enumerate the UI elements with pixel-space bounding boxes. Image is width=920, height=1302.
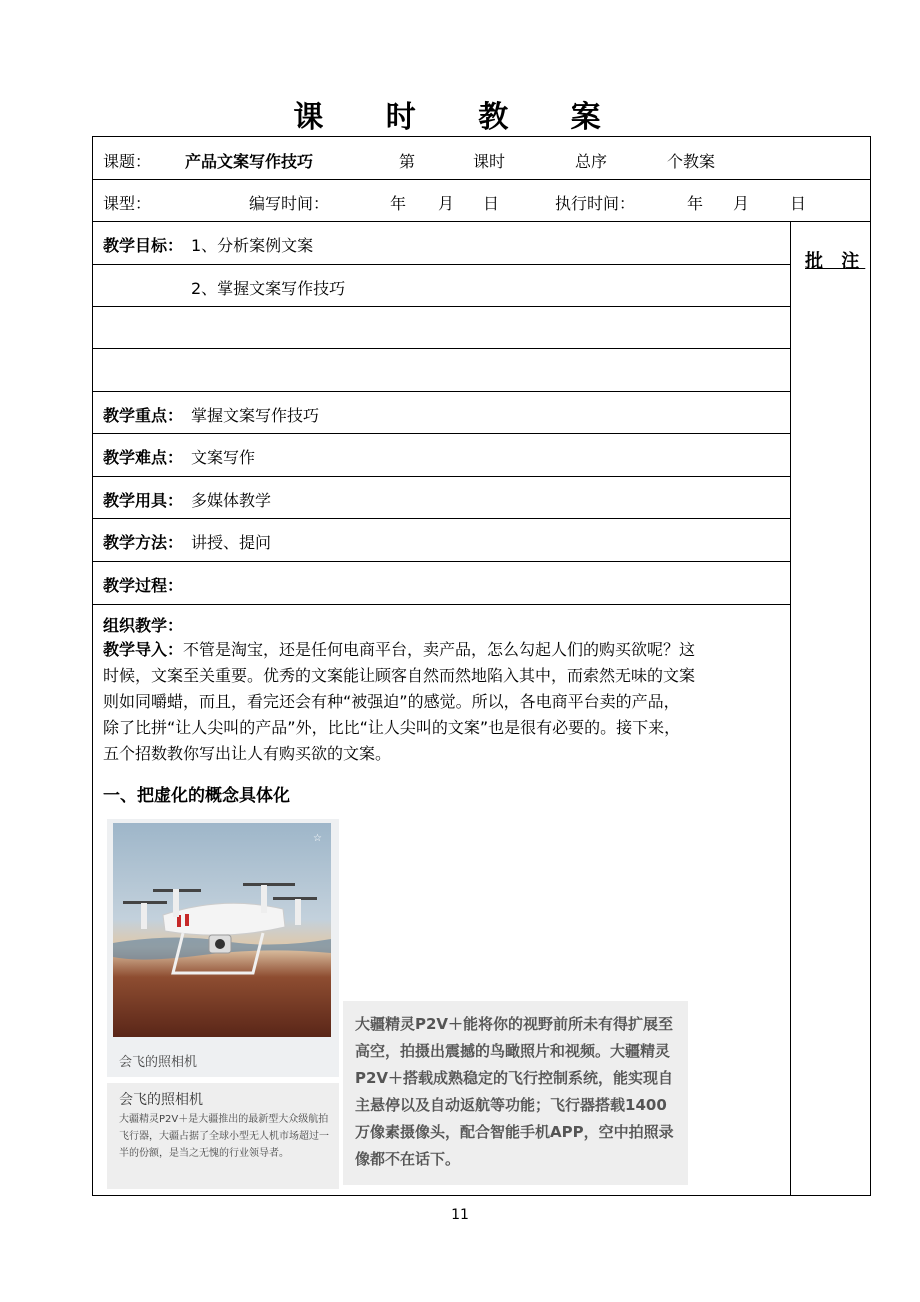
intro-line: 五个招数教你写出让人有购买欲的文案。 <box>103 744 392 763</box>
drone-image <box>113 823 331 1037</box>
page-title: 课 时 教 案 <box>293 100 627 135</box>
card-title: 会飞的照相机 <box>119 1092 203 1108</box>
drone-photo <box>107 819 339 1077</box>
page-number: 11 <box>451 1207 469 1223</box>
intro-line: 教学导入：不管是淘宝，还是任何电商平台，卖产品，怎么勾起人们的购买欲呢？这 <box>103 640 696 659</box>
exec-month: 月 <box>733 194 750 213</box>
lesson-gejiaoan: 个教案 <box>667 152 716 171</box>
process-row <box>93 562 791 605</box>
copy-example-box <box>343 1001 688 1185</box>
exec-time-label: 执行时间： <box>555 194 636 213</box>
org-teaching-label: 组织教学： <box>103 616 184 635</box>
goals-row-2 <box>93 265 791 307</box>
lesson-di: 第 <box>399 152 416 171</box>
goals-row <box>93 222 791 265</box>
photo-caption: 会飞的照相机 <box>119 1055 198 1070</box>
key-point-row <box>93 392 791 434</box>
tools-value: 多媒体教学 <box>191 491 272 510</box>
difficulty-value: 文案写作 <box>191 448 256 467</box>
product-card <box>107 1083 339 1189</box>
intro-label: 教学导入： <box>103 640 184 659</box>
copy-example-text: 大疆精灵P2V＋能将你的视野前所未有得扩展至高空，拍摄出震撼的鸟瞰照片和视频。大疆精灵P2V＋搭载成熟稳定的飞行控制系统，能实现自主悬停以及自动返航等功能；飞行器搭载1400万像素摄像头，配合智能手机APP，空中拍照录像都不在话下。 <box>355 1015 674 1168</box>
svg-text:☆: ☆ <box>313 833 322 844</box>
goal-item-2: 2、掌握文案写作技巧 <box>191 279 346 298</box>
difficulty-label: 教学难点： <box>103 448 184 467</box>
exec-day: 日 <box>790 194 807 213</box>
tools-label: 教学用具： <box>103 491 184 510</box>
drone-icon <box>113 823 331 1037</box>
intro-paragraph <box>103 637 783 767</box>
topic-label: 课题： <box>103 152 152 171</box>
intro-line: 时候，文案至关重要。优秀的文案能让顾客自然而然地陷入其中，而索然无味的文案 <box>103 666 696 685</box>
card-description: 大疆精灵P2V＋是大疆推出的最新型大众级航拍飞行器，大疆占据了全球小型无人机市场超过一半的份额，是当之无愧的行业领导者。 <box>119 1114 329 1159</box>
intro-line: 则如同嚼蜡，而且，看完还会有种“被强迫”的感觉。所以，各电商平台卖的产品， <box>103 692 680 711</box>
difficulty-row <box>93 434 791 477</box>
remarks-header: 批 注 <box>805 251 866 272</box>
tools-row <box>93 477 791 519</box>
intro-line: 除了比拼“让人尖叫的产品”外，比比“让人尖叫的文案”也是很有必要的。接下来， <box>103 718 681 737</box>
method-value: 讲授、提问 <box>191 533 272 552</box>
process-label: 教学过程： <box>103 576 184 595</box>
method-row <box>93 519 791 562</box>
goal-item-1: 1、分析案例文案 <box>191 236 314 255</box>
empty-row <box>93 349 791 392</box>
write-day: 日 <box>483 194 500 213</box>
section-heading-1: 一、把虚化的概念具体化 <box>103 786 290 806</box>
topic-row <box>93 137 870 180</box>
write-time-label: 编写时间： <box>249 194 330 213</box>
type-label: 课型： <box>103 194 152 213</box>
lesson-keshi: 课时 <box>473 152 506 171</box>
exec-year: 年 <box>687 194 704 213</box>
goals-label: 教学目标： <box>103 236 184 255</box>
lesson-plan-table <box>92 136 871 1196</box>
key-point-value: 掌握文案写作技巧 <box>191 406 320 425</box>
empty-row <box>93 307 791 349</box>
topic-value: 产品文案写作技巧 <box>185 152 314 171</box>
key-point-label: 教学重点： <box>103 406 184 425</box>
write-month: 月 <box>438 194 455 213</box>
lesson-zongxu: 总序 <box>575 152 608 171</box>
method-label: 教学方法： <box>103 533 184 552</box>
type-row <box>93 180 870 222</box>
write-year: 年 <box>390 194 407 213</box>
